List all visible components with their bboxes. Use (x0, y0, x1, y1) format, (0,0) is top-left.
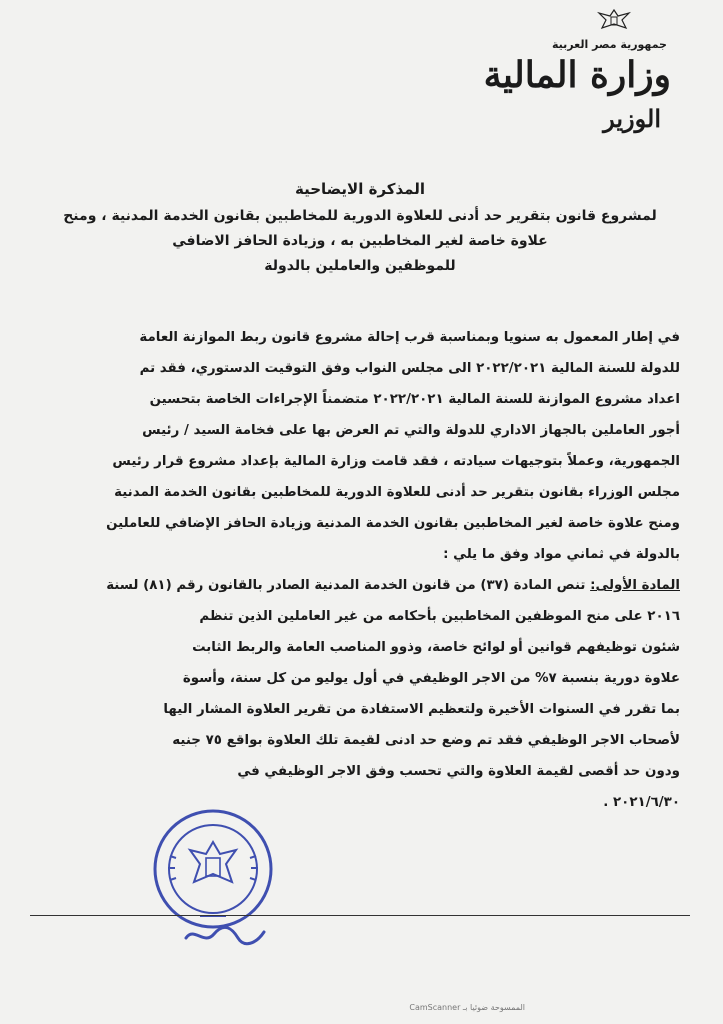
article-line: علاوة دورية بنسبة ٧% من الاجر الوظيفي في أول يوليو من كل سنة، وأسوة (182, 671, 680, 686)
memo-heading: المذكرة الايضاحية (294, 180, 425, 198)
article-first-line: تنص المادة (٣٧) من قانون الخدمة المدنية الصادر بالقانون رقم (٨١) لسنة (106, 578, 591, 593)
minister-title: الوزير (603, 104, 661, 133)
article-line: ٢٠٢١/٦/٣٠ . (603, 795, 680, 810)
signature-mark (180, 920, 270, 950)
memo-title-block (60, 180, 660, 279)
article-line: ودون حد أقصى لقيمة العلاوة والتي تحسب وفق الاجر الوظيفي في (237, 764, 680, 779)
article-label: المادة الأولى: (590, 578, 680, 593)
body-line: ومنح علاوة خاصة لغير المخاطبين بقانون الخدمة المدنية وزيادة الحافز الإضافي للعاملين (106, 516, 680, 531)
body-line: في إطار المعمول به سنويا وبمناسبة قرب إحالة مشروع قانون ربط الموازنة العامة (139, 330, 680, 345)
article-line: لأصحاب الاجر الوظيفي فقد تم وضع حد ادنى لقيمة تلك العلاوة بواقع ٧٥ جنيه (172, 733, 680, 748)
body-line: الجمهورية، وعملاً بتوجيهات سيادته ، فقد قامت وزارة المالية بإعداد مشروع قرار رئيس (112, 454, 680, 469)
memo-subject-line: لمشروع قانون بتقرير حد أدنى للعلاوة الدورية للمخاطبين بقانون الخدمة المدنية ، ومنح (63, 208, 657, 224)
article-line: ٢٠١٦ على منح الموظفين المخاطبين بأحكامه من غير العاملين الذين تنظم (199, 609, 680, 624)
camscanner-watermark: الممسوحة ضوئيا بـ CamScanner (409, 1003, 525, 1012)
memo-body (50, 322, 680, 818)
body-line: بالدولة في ثماني مواد وفق ما يلي : (443, 547, 680, 562)
body-line: اعداد مشروع الموازنة للسنة المالية ٢٠٢٢/٢٠٢١ متضمناً الإجراءات الخاصة بتحسين (149, 392, 680, 407)
article-line: شئون توظيفهم قوانين أو لوائح خاصة، وذوو المناصب العامة والربط الثابت (192, 640, 680, 655)
body-line: أجور العاملين بالجهاز الاداري للدولة والتي تم العرض بها على فخامة السيد / رئيس (142, 423, 680, 438)
ministry-seal-icon (150, 806, 276, 932)
body-line: مجلس الوزراء بقانون بتقرير حد أدنى للعلاوة الدورية للمخاطبين بقانون الخدمة المدنية (114, 485, 680, 500)
letterhead (471, 8, 671, 148)
memo-subject-line: للموظفين والعاملين بالدولة (264, 258, 456, 274)
memo-subject-line: علاوة خاصة لغير المخاطبين به ، وزيادة الحافز الاضافي (172, 233, 548, 249)
eagle-emblem-icon (591, 8, 637, 32)
body-line: للدولة للسنة المالية ٢٠٢٢/٢٠٢١ الى مجلس النواب وفق التوقيت الدستوري، فقد تم (139, 361, 680, 376)
footer-rule (30, 915, 690, 916)
republic-name: جمهورية مصر العربية (552, 38, 667, 51)
article-line (50, 570, 680, 601)
article-line: بما تقرر في السنوات الأخيرة ولتعظيم الاستفادة من تقرير العلاوة المشار اليها (163, 702, 680, 717)
ministry-name: وزارة المالية (483, 54, 671, 96)
